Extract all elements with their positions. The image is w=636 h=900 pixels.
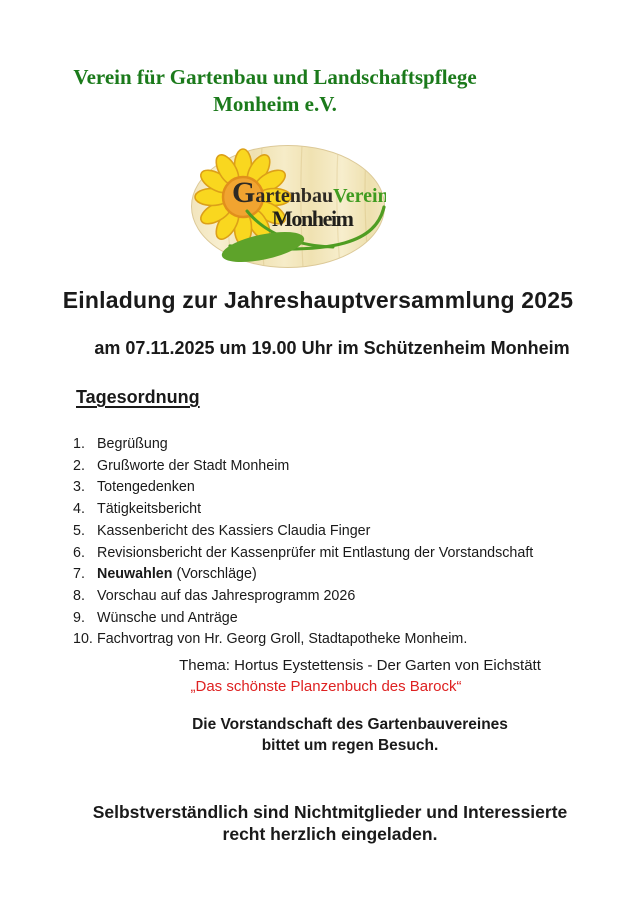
closing-line1: Die Vorstandschaft des Gartenbauvereines [192, 716, 508, 733]
agenda-heading: Tagesordnung [76, 387, 200, 407]
agenda-item-text: Totengedenken [97, 479, 195, 496]
agenda-item-number: 5. [73, 522, 85, 539]
agenda-item [73, 434, 613, 456]
lecture-quote: „Das schönste Planzenbuch des Barock“ [190, 678, 462, 695]
agenda-item-number: 7. [73, 566, 85, 583]
agenda-item-number: 2. [73, 457, 85, 474]
lecture-topic: Thema: Hortus Eystettensis - Der Garten von Eichstätt [179, 657, 541, 674]
agenda-item [73, 564, 613, 586]
agenda-item [73, 456, 613, 478]
agenda-item-bold: Neuwahlen [97, 566, 173, 583]
organization-header [40, 64, 510, 118]
logo-brand-dark: artenbau [255, 185, 334, 207]
club-logo [190, 145, 386, 268]
agenda-list [73, 434, 613, 651]
agenda-item-text: Wünsche und Anträge [97, 609, 238, 626]
agenda-item [73, 586, 613, 608]
agenda-item-text: Tätigkeitsbericht [97, 501, 202, 518]
logo-brand-green: Verein [333, 185, 386, 207]
agenda-item-text [97, 564, 257, 586]
closing-statement [0, 715, 636, 756]
agenda-item-text: Begrüßung [97, 436, 168, 452]
agenda-item-number: 3. [73, 479, 85, 496]
closing-line2: bittet um regen Besuch. [261, 736, 439, 754]
invite-line2: recht herzlich eingeladen. [222, 823, 438, 844]
organization-name-line2: Monheim e.V. [213, 92, 337, 116]
agenda-item-number: 4. [73, 501, 85, 518]
agenda-item [73, 499, 613, 521]
agenda-item-text: Vorschau auf das Jahresprogramm 2026 [97, 587, 356, 604]
agenda-item-number: 1. [73, 436, 85, 452]
agenda-item-text: Grußworte der Stadt Monheim [97, 457, 290, 474]
agenda-item [73, 629, 613, 651]
event-datetime: am 07.11.2025 um 19.00 Uhr im Schützenheim Monheim [94, 338, 570, 358]
club-logo-graphic [190, 145, 386, 268]
logo-town: Monheim [272, 206, 354, 231]
agenda-item [73, 477, 613, 499]
agenda-item-number: 8. [73, 587, 85, 604]
agenda-item [73, 543, 613, 565]
agenda-item-text: Fachvortrag von Hr. Georg Groll, Stadtapotheke Monheim. [97, 631, 468, 648]
invite-line1: Selbstverständlich sind Nichtmitglieder und Interessierte [92, 802, 568, 822]
logo-initial: G [232, 176, 256, 209]
invitation-title: Einladung zur Jahreshauptversammlung 2025 [62, 287, 574, 313]
open-invitation-statement [0, 802, 636, 845]
agenda-item-text: Revisionsbericht der Kassenprüfer mit Entlastung der Vorstandschaft [97, 544, 534, 561]
agenda-item-text: Kassenbericht des Kassiers Claudia Finger [97, 522, 371, 539]
agenda-item-rest: (Vorschläge) [172, 566, 257, 583]
agenda-item-number: 10. [73, 631, 93, 648]
agenda-item [73, 608, 613, 630]
agenda-item-number: 6. [73, 544, 85, 561]
organization-name-line1: Verein für Gartenbau und Landschaftspflege [73, 65, 477, 89]
agenda-item [73, 521, 613, 543]
agenda-item-number: 9. [73, 609, 85, 626]
